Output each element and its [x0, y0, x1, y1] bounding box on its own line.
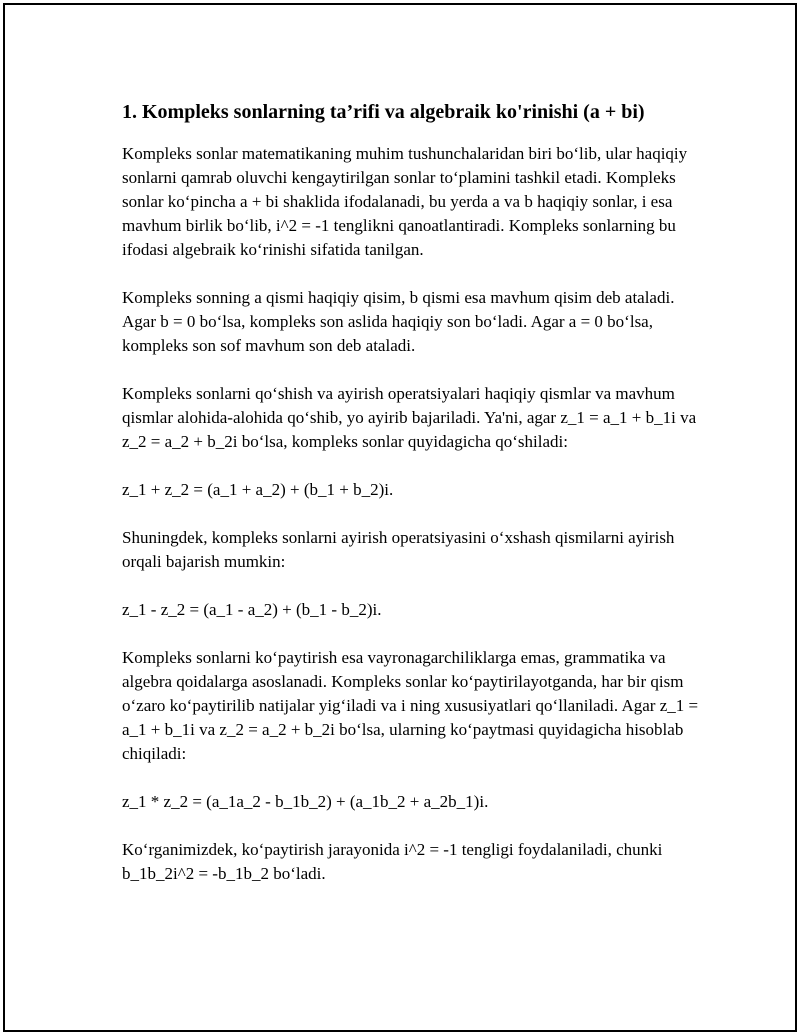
paragraph-addition-subtraction: Kompleks sonlarni qo‘shish va ayirish operatsiyalari haqiqiy qismlar va mavhum qismlar alohida-alohida qo‘shib, yo ayirib bajariladi. Ya'ni, agar z_1 = a_1 + b_1i va z_2 = a_2 + b_2i bo‘lsa, kompleks sonlar quyidagicha qo‘shiladi:: [122, 384, 697, 451]
paragraph-conclusion: Ko‘rganimizdek, ko‘paytirish jarayonida i^2 = -1 tengligi foydalaniladi, chunki b_1b_2i^2 = -b_1b_2 bo‘ladi.: [122, 840, 663, 883]
document-body: [122, 99, 702, 910]
paragraph-definition: Kompleks sonlar matematikaning muhim tushunchalaridan biri bo‘lib, ular haqiqiy sonlarni qamrab oluvchi kengaytirilgan sonlar to‘plamini tashkil etadi. Kompleks sonlar ko‘pincha a + bi shaklida ifodalanadi, bu yerda a va b haqiqiy sonlar, i esa mavhum birlik bo‘lib, i^2 = -1 tenglikni qanoatlantiradi. Kompleks sonlarning bu ifodasi algebraik ko‘rinishi sifatida tanilgan.: [122, 144, 688, 259]
formula-multiplication: z_1 * z_2 = (a_1a_2 - b_1b_2) + (a_1b_2 + a_2b_1)i.: [122, 792, 489, 811]
paragraph-subtraction-intro: Shuningdek, kompleks sonlarni ayirish operatsiyasini o‘xshash qismilarni ayirish orqali bajarish mumkin:: [122, 528, 675, 571]
paragraph-multiplication: Kompleks sonlarni ko‘paytirish esa vayronagarchiliklarga emas, grammatika va algebra qoidalarga asoslanadi. Kompleks sonlar ko‘paytirilayotganda, har bir qism o‘zaro ko‘paytirilib natijalar yig‘iladi va i ning xususiyatlari qo‘llaniladi. Agar z_1 = a_1 + b_1i va z_2 = a_2 + b_2i bo‘lsa, ularning ko‘paytmasi quyidagicha hisoblab chiqiladi:: [122, 648, 699, 763]
page-frame: [3, 3, 797, 1032]
paragraph-real-imaginary-parts: Kompleks sonning a qismi haqiqiy qisim, b qismi esa mavhum qisim deb ataladi. Agar b = 0 bo‘lsa, kompleks son aslida haqiqiy son bo‘ladi. Agar a = 0 bo‘lsa, kompleks son sof mavhum son deb ataladi.: [122, 288, 675, 355]
formula-subtraction: z_1 - z_2 = (a_1 - a_2) + (b_1 - b_2)i.: [122, 600, 382, 619]
section-title: 1. Kompleks sonlarning ta’rifi va algebraik ko'rinishi (a + bi): [122, 101, 645, 123]
formula-addition: z_1 + z_2 = (a_1 + a_2) + (b_1 + b_2)i.: [122, 480, 394, 499]
